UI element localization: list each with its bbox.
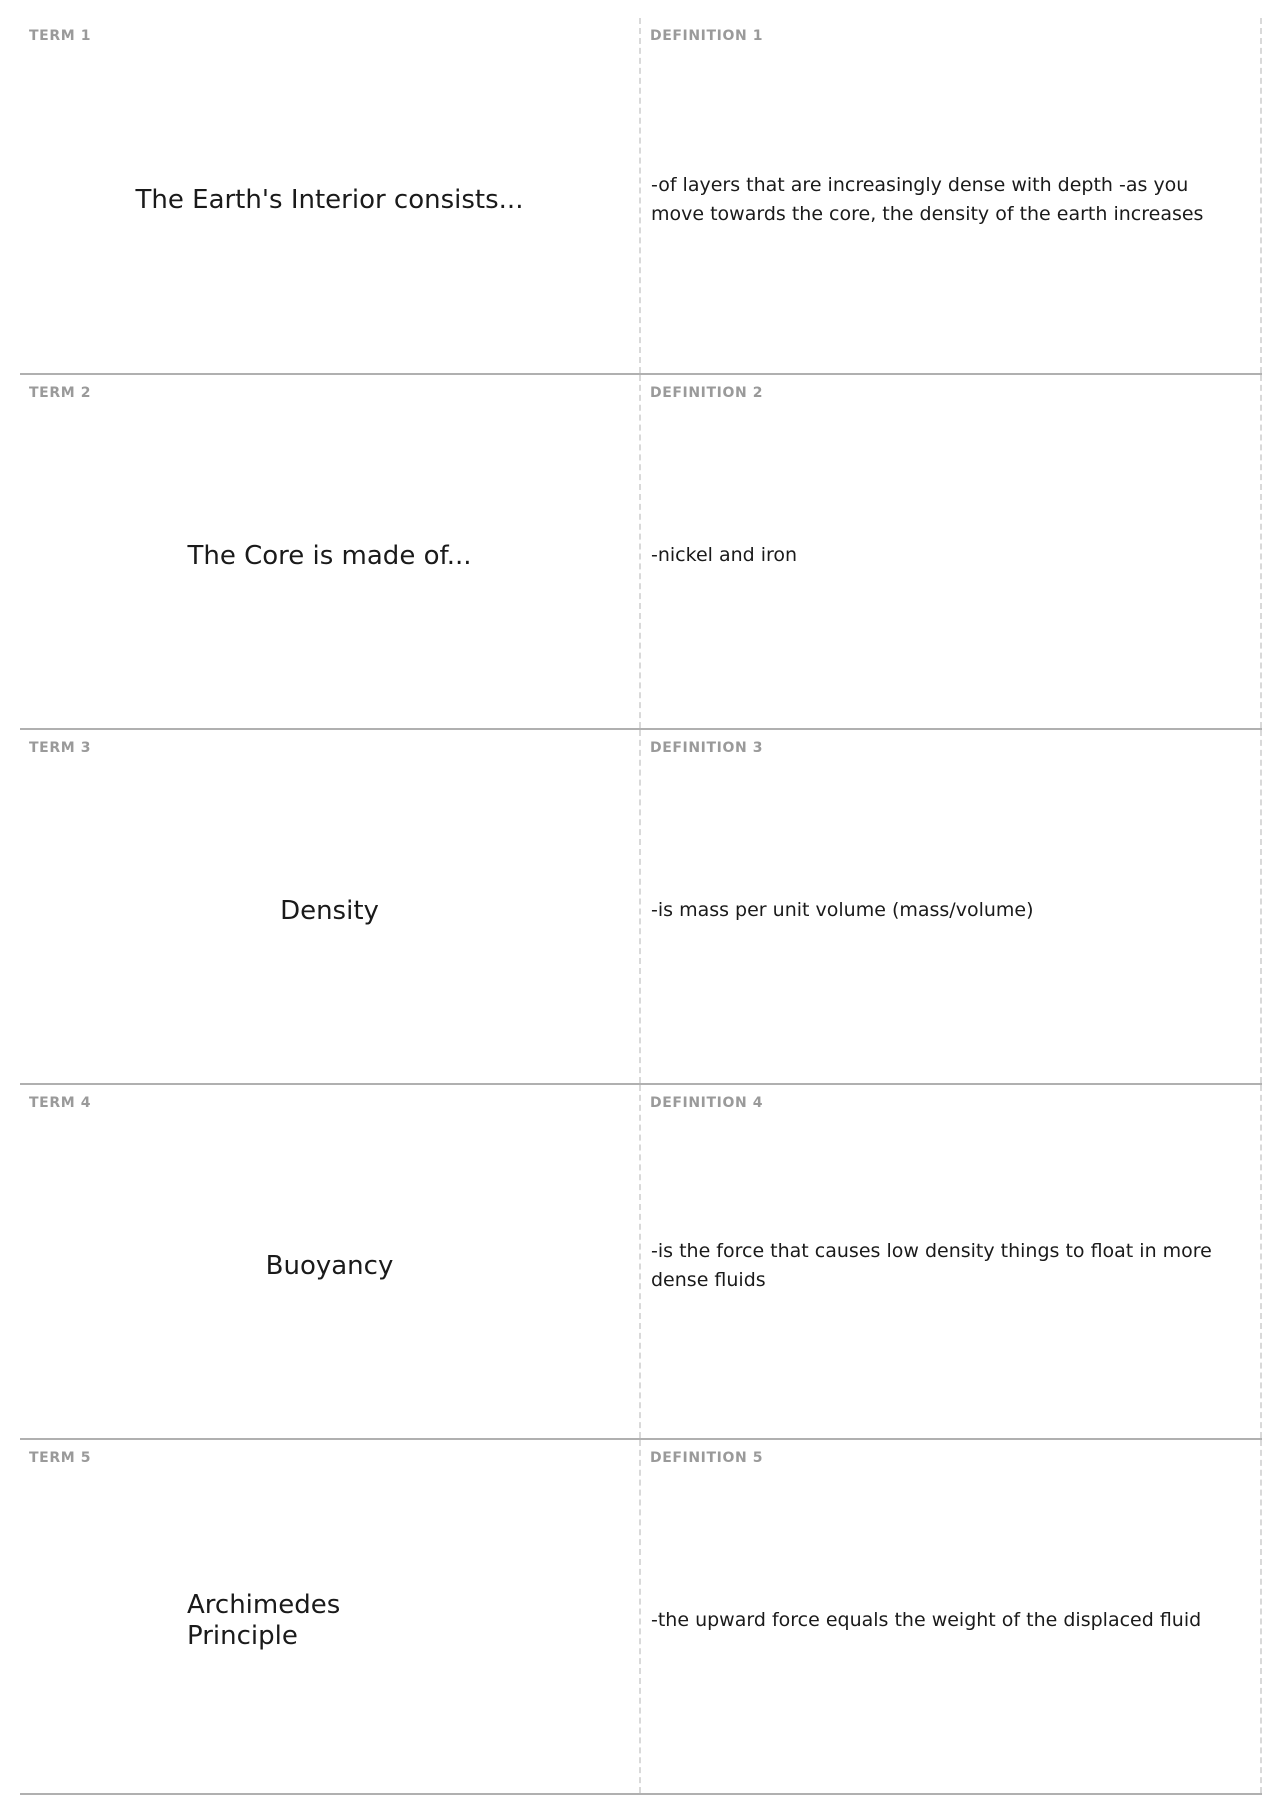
- definition-cell: [641, 18, 1262, 373]
- term-cell: [20, 1440, 641, 1793]
- flashcard-row: [20, 1440, 1262, 1795]
- term-cell: [20, 375, 641, 728]
- term-label: TERM 3: [29, 740, 92, 756]
- definition-label: DEFINITION 3: [650, 740, 764, 756]
- definition-label: DEFINITION 4: [650, 1095, 764, 1111]
- flashcard-row: [20, 730, 1262, 1085]
- flashcard-row: [20, 18, 1262, 375]
- term-label: TERM 1: [29, 28, 92, 44]
- term-label: TERM 2: [29, 385, 92, 401]
- term-cell: [20, 18, 641, 373]
- definition-label: DEFINITION 2: [650, 385, 764, 401]
- flashcard-sheet: [20, 18, 1262, 1795]
- definition-cell: [641, 1085, 1262, 1438]
- term-cell: [20, 1085, 641, 1438]
- definition-text: -is the force that causes low density things to float in more dense fluids: [651, 1239, 1212, 1291]
- term-label: TERM 4: [29, 1095, 92, 1111]
- definition-label: DEFINITION 5: [650, 1450, 764, 1466]
- term-label: TERM 5: [29, 1450, 92, 1466]
- definition-cell: [641, 375, 1262, 728]
- definition-label: DEFINITION 1: [650, 28, 764, 44]
- definition-text: -nickel and iron: [651, 544, 798, 566]
- term-text: Archimedes Principle: [187, 1589, 341, 1651]
- flashcard-row: [20, 375, 1262, 730]
- definition-cell: [641, 730, 1262, 1083]
- term-text: Density: [280, 895, 379, 926]
- definition-text: -of layers that are increasingly dense with depth -as you move towards the core, the density of the earth increases: [651, 173, 1204, 225]
- term-text: The Core is made of...: [187, 540, 472, 571]
- flashcard-row: [20, 1085, 1262, 1440]
- term-text: The Earth's Interior consists...: [135, 184, 524, 215]
- definition-text: -the upward force equals the weight of the displaced fluid: [651, 1609, 1202, 1631]
- term-text: Buoyancy: [265, 1250, 394, 1281]
- definition-cell: [641, 1440, 1262, 1793]
- term-cell: [20, 730, 641, 1083]
- definition-text: -is mass per unit volume (mass/volume): [651, 899, 1034, 921]
